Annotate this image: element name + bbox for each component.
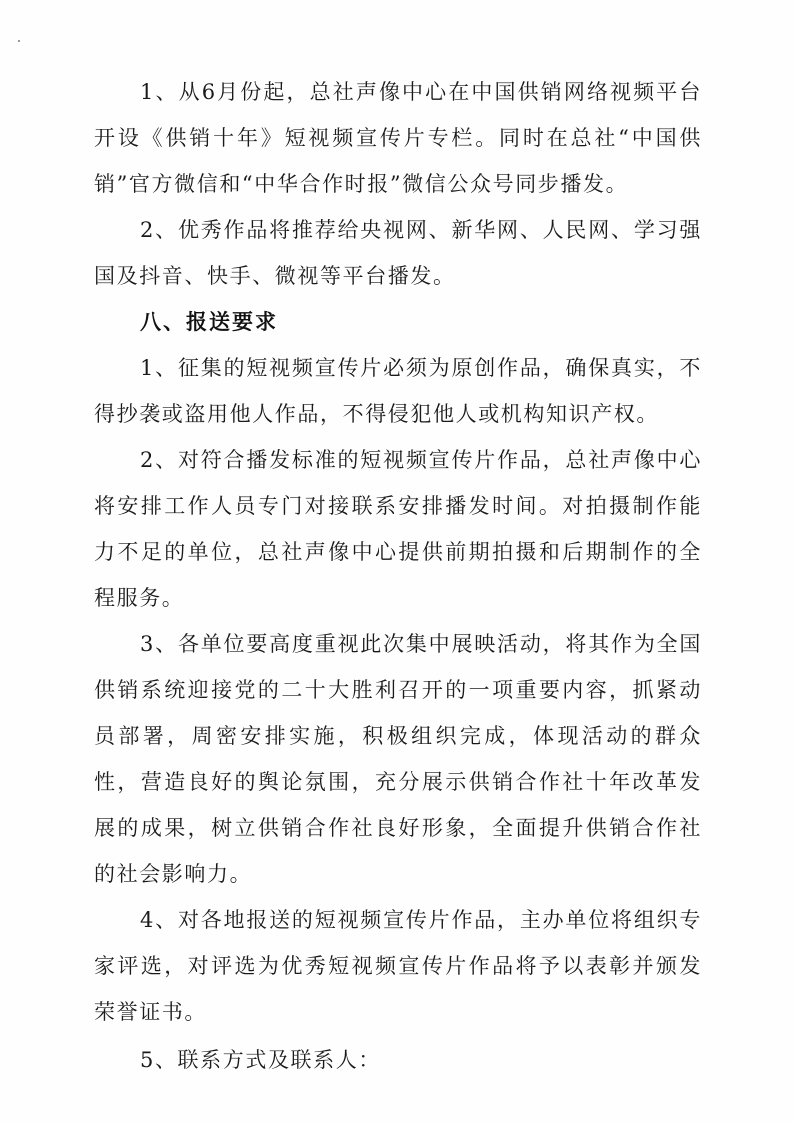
requirement-item-3: 3、各单位要高度重视此次集中展映活动，将其作为全国供销系统迎接党的二十大胜利召开的一项重要内容，抓紧动员部署，周密安排实施，积极组织完成，体现活动的群众性，营造良好的舆论氛围，充分展示供销合作社十年改革发展的成果，树立供销合作社良好形象，全面提升供销合作社的社会影响力。 bbox=[94, 632, 702, 886]
paragraph-platform-recommendation: 2、优秀作品将推荐给央视网、新华网、人民网、学习强国及抖音、快手、微视等平台播发。 bbox=[94, 218, 702, 288]
requirement-item-4: 4、对各地报送的短视频宣传片作品，主办单位将组织专家评选，对评选为优秀短视频宣传片作品将予以表彰并颁发荣誉证书。 bbox=[94, 908, 702, 1024]
requirement-item-2: 2、对符合播发标准的短视频宣传片作品，总社声像中心将安排工作人员专门对接联系安排播发时间。对拍摄制作能力不足的单位，总社声像中心提供前期拍摄和后期制作的全程服务。 bbox=[94, 448, 702, 610]
scan-speck bbox=[18, 40, 20, 42]
document-body bbox=[94, 69, 702, 1083]
paragraph-broadcast-schedule: 1、从6月份起，总社声像中心在中国供销网络视频平台开设《供销十年》短视频宣传片专栏。同时在总社“中国供销”官方微信和“中华合作时报”微信公众号同步播发。 bbox=[94, 80, 702, 196]
requirement-item-5: 5、联系方式及联系人： bbox=[140, 1048, 381, 1072]
section-heading: 八、报送要求 bbox=[140, 310, 278, 334]
requirement-item-1: 1、征集的短视频宣传片必须为原创作品，确保真实，不得抄袭或盗用他人作品，不得侵犯他人或机构知识产权。 bbox=[94, 356, 702, 426]
